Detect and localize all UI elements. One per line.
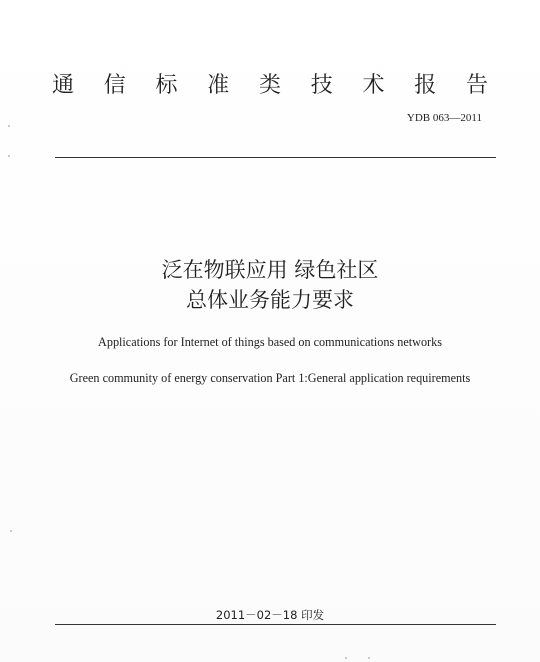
report-series-heading — [50, 68, 490, 99]
header-divider — [55, 157, 496, 158]
english-title-line-2: Green community of energy conservation Part 1:General application requirements — [69, 371, 471, 385]
issue-date: 2011－02－18 印发 — [215, 608, 325, 622]
footer-divider — [55, 624, 496, 625]
heading-char: 信 — [103, 73, 126, 98]
heading-char: 告 — [465, 73, 488, 98]
scan-speck — [8, 155, 10, 157]
document-number: YDB 063—2011 — [406, 112, 482, 124]
scan-speck — [8, 125, 10, 127]
heading-char: 术 — [362, 73, 385, 98]
scan-speck — [368, 657, 370, 659]
heading-char: 技 — [310, 73, 333, 98]
heading-char: 准 — [207, 73, 230, 98]
heading-char: 报 — [414, 73, 437, 98]
english-title-line-1: Applications for Internet of things based on communications networks — [98, 335, 442, 349]
heading-char: 通 — [51, 73, 74, 98]
chinese-title-line-1: 泛在物联应用 绿色社区 — [161, 258, 379, 282]
scan-speck — [345, 657, 347, 659]
heading-char: 类 — [258, 73, 281, 98]
heading-char: 标 — [155, 73, 178, 98]
chinese-title-line-2: 总体业务能力要求 — [186, 288, 354, 312]
scan-speck — [10, 530, 12, 532]
